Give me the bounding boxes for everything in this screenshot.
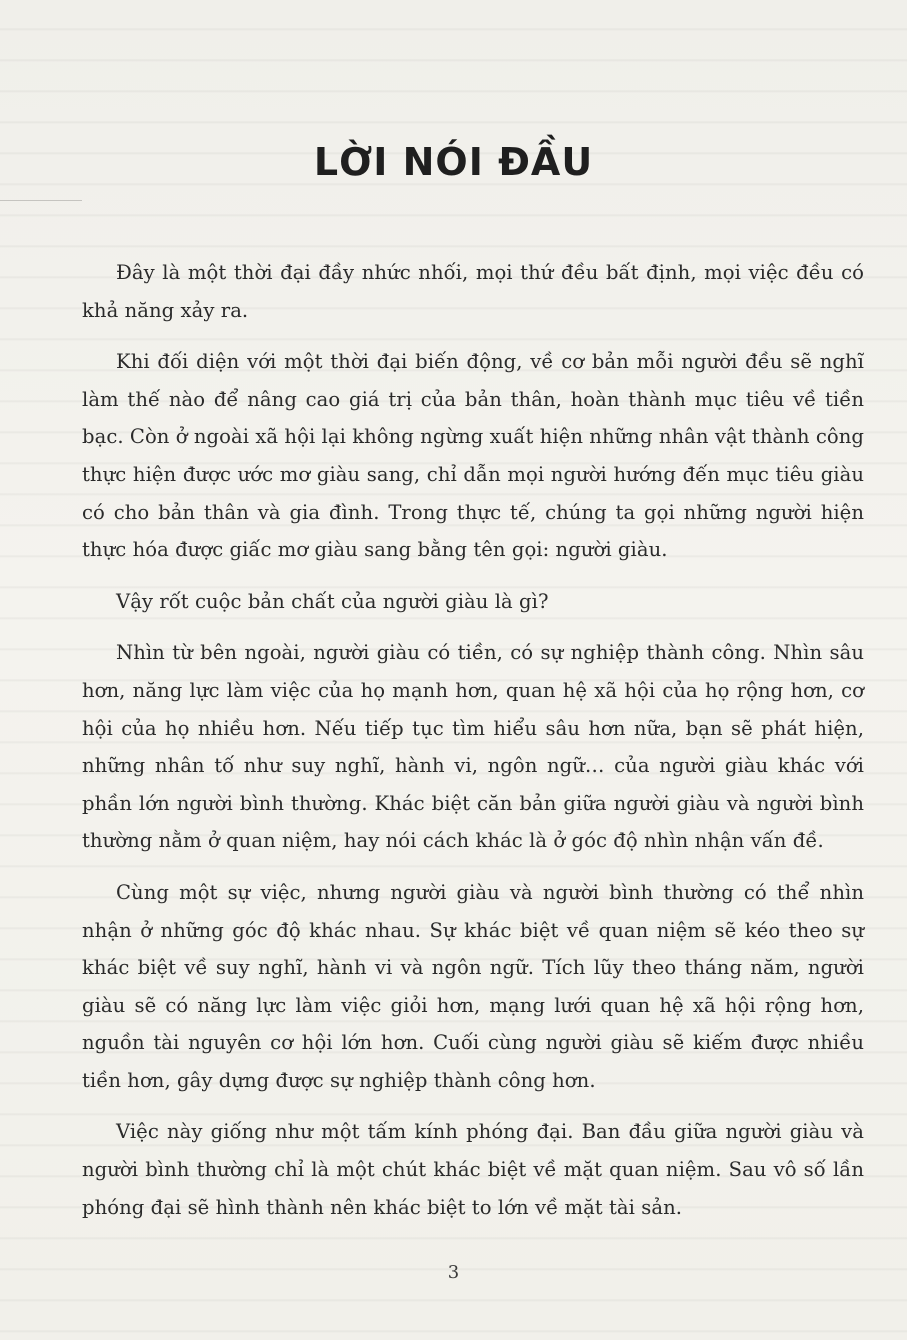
body-text <box>82 254 864 1240</box>
paragraph-4: Nhìn từ bên ngoài, người giàu có tiền, có sự nghiệp thành công. Nhìn sâu hơn, năng lực làm việc của họ mạnh hơn, quan hệ xã hội của họ rộng hơn, cơ hội của họ nhiều hơn. Nếu tiếp tục tìm hiểu sâu hơn nữa, bạn sẽ phát hiện, những nhân tố như suy nghĩ, hành vi, ngôn ngữ… của người giàu khác với phần lớn người bình thường. Khác biệt căn bản giữa người giàu và người bình thường nằm ở quan niệm, hay nói cách khác là ở góc độ nhìn nhận vấn đề. <box>82 641 864 853</box>
page-title: LỜI NÓI ĐẦU <box>313 140 594 184</box>
paragraph-6: Việc này giống như một tấm kính phóng đại. Ban đầu giữa người giàu và người bình thường chỉ là một chút khác biệt về mặt quan niệm. Sau vô số lần phóng đại sẽ hình thành nên khác biệt to lớn về mặt tài sản. <box>82 1120 864 1219</box>
page-number: 3 <box>447 1262 460 1283</box>
paragraph-5: Cùng một sự việc, nhưng người giàu và người bình thường có thể nhìn nhận ở những góc độ khác nhau. Sự khác biệt về quan niệm sẽ kéo theo sự khác biệt về suy nghĩ, hành vi và ngôn ngữ. Tích lũy theo tháng năm, người giàu sẽ có năng lực làm việc giỏi hơn, mạng lưới quan hệ xã hội rộng hơn, nguồn tài nguyên cơ hội lớn hơn. Cuối cùng người giàu sẽ kiếm được nhiều tiền hơn, gây dựng được sự nghiệp thành công hơn. <box>82 880 864 1092</box>
paragraph-1: Đây là một thời đại đầy nhức nhối, mọi thứ đều bất định, mọi việc đều có khả năng xảy ra. <box>82 261 864 322</box>
paragraph-3: Vậy rốt cuộc bản chất của người giàu là gì? <box>116 589 549 613</box>
paragraph-2: Khi đối diện với một thời đại biến động, về cơ bản mỗi người đều sẽ nghĩ làm thế nào để nâng cao giá trị của bản thân, hoàn thành mục tiêu về tiền bạc. Còn ở ngoài xã hội lại không ngừng xuất hiện những nhân vật thành công thực hiện được ước mơ giàu sang, chỉ dẫn mọi người hướng đến mục tiêu giàu có cho bản thân và gia đình. Trong thực tế, chúng ta gọi những người hiện thực hóa được giấc mơ giàu sang bằng tên gọi: người giàu. <box>82 350 864 562</box>
margin-mark <box>0 200 82 201</box>
